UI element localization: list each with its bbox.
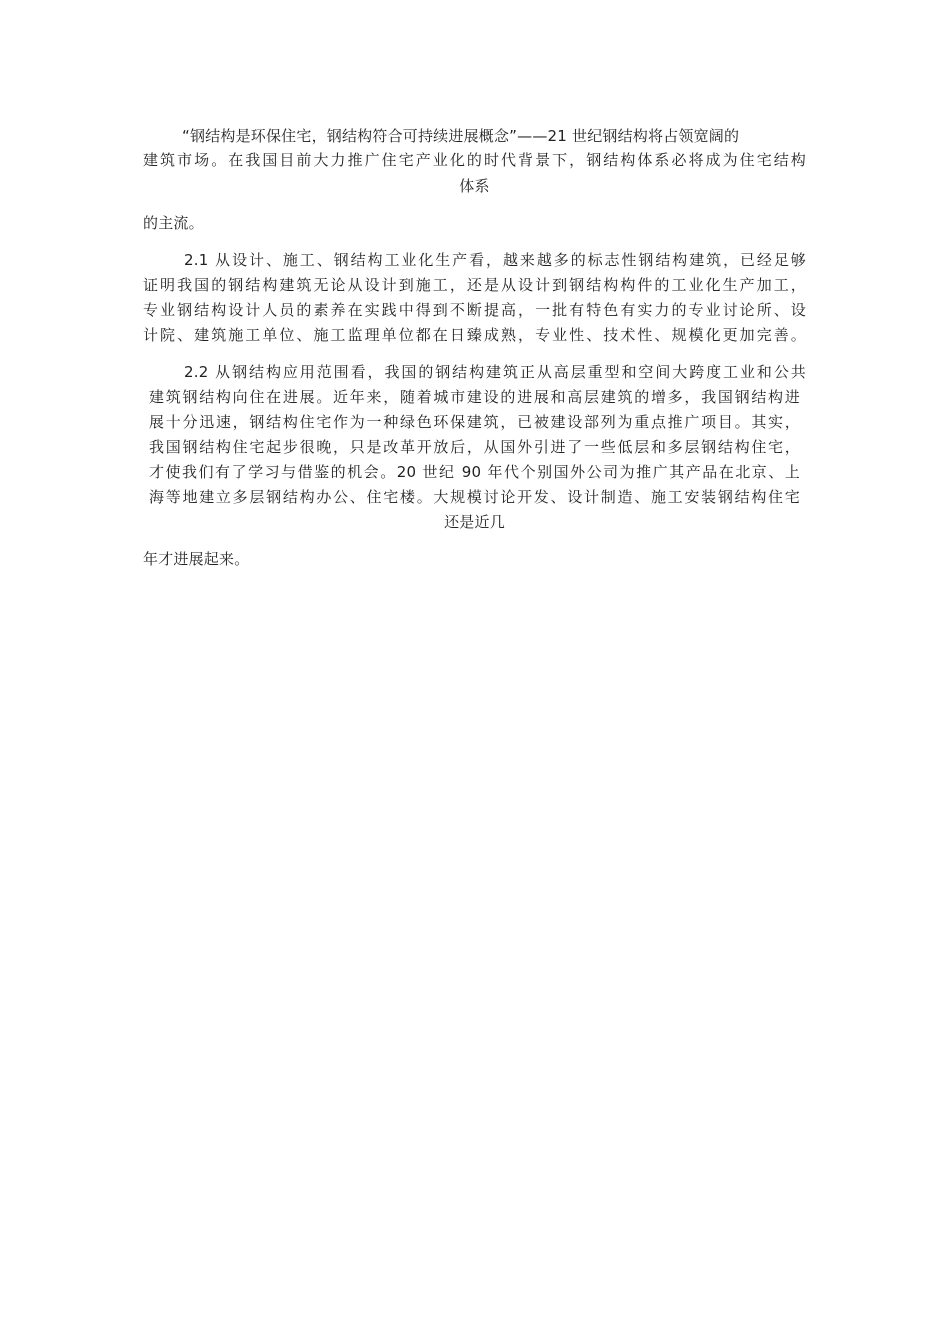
paragraph-1-line-3: 体系 xyxy=(459,177,490,195)
paragraph-3-line-7: 还是近几 xyxy=(444,513,505,531)
paragraph-3-continuation: 年才进展起来。 xyxy=(143,550,250,568)
paragraph-1-line-1: “钢结构是环保住宅，钢结构符合可持续进展概念”——21 世纪钢结构将占领宽阔的 xyxy=(182,127,740,145)
paragraph-2-line-4: 计院、建筑施工单位、施工监理单位都在日臻成熟，专业性、技术性、规模化更加完善。 xyxy=(143,326,806,344)
paragraph-3-line-6: 海等地建立多层钢结构办公、住宅楼。大规模讨论开发、设计制造、施工安装钢结构住宅 xyxy=(149,488,800,506)
paragraph-3-line-4: 我国钢结构住宅起步很晚，只是改革开放后，从国外引进了一些低层和多层钢结构住宅， xyxy=(149,438,800,456)
paragraph-3-line-2: 建筑钢结构向住在进展。近年来，随着城市建设的进展和高层建筑的增多，我国钢结构进 xyxy=(149,388,800,406)
paragraph-3-line-3: 展十分迅速，钢结构住宅作为一种绿色环保建筑，已被建设部列为重点推广项目。其实， xyxy=(149,413,800,431)
paragraph-1-line-2: 建筑市场。在我国目前大力推广住宅产业化的时代背景下，钢结构体系必将成为住宅结构 xyxy=(143,151,806,169)
paragraph-2-line-1: 2.1 从设计、施工、钢结构工业化生产看，越来越多的标志性钢结构建筑，已经足够 xyxy=(184,251,806,269)
paragraph-1-continuation: 的主流。 xyxy=(143,214,204,232)
paragraph-2-line-2: 证明我国的钢结构建筑无论从设计到施工，还是从设计到钢结构构件的工业化生产加工， xyxy=(143,276,806,294)
paragraph-2-line-3: 专业钢结构设计人员的素养在实践中得到不断提高，一批有特色有实力的专业讨论所、设 xyxy=(143,301,806,319)
paragraph-3-line-1: 2.2 从钢结构应用范围看，我国的钢结构建筑正从高层重型和空间大跨度工业和公共 xyxy=(184,363,806,381)
paragraph-3-line-5: 才使我们有了学习与借鉴的机会。20 世纪 90 年代个别国外公司为推广其产品在北京、上 xyxy=(149,463,800,481)
